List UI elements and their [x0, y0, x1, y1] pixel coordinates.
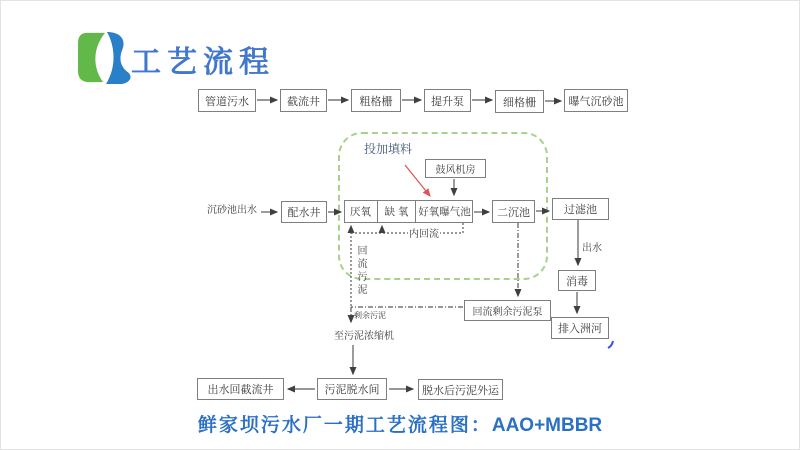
node-blower-room: 鼓风机房 — [425, 159, 486, 178]
node-return-excess-sludge-pump: 回流剩余污泥泵 — [464, 300, 551, 321]
node-secondary-clarifier: 二沉池 — [492, 200, 535, 223]
label-add-filler: 投加填料 — [364, 142, 413, 156]
node-disinfection: 消毒 — [558, 270, 596, 291]
node-coarse-screen: 粗格栅 — [351, 89, 401, 112]
node-intercepting-well: 截流井 — [280, 89, 327, 112]
label-return-sludge: 回流污泥 — [355, 245, 366, 297]
label-excess-sludge: 剩余污泥 — [354, 311, 386, 320]
diagram-layer — [1, 1, 800, 450]
caption-chinese: 鲜家坝污水厂一期工艺流程图： — [197, 415, 492, 436]
page-title: 工艺流程 — [131, 46, 275, 79]
node-outlet-return-to-well: 出水回截流井 — [197, 378, 284, 400]
node-filter-tank: 过滤池 — [552, 198, 609, 220]
node-lift-pump: 提升泵 — [424, 89, 471, 112]
node-aao-tank-cell-1: 缺 氧 — [377, 201, 415, 222]
label-grit-chamber-outflow: 沉砂池出水 — [207, 205, 257, 216]
node-distribution-well: 配水井 — [281, 201, 327, 223]
label-inner-recycle: 内回流 — [409, 229, 439, 240]
node-sludge-dewatering-room: 污泥脱水间 — [317, 378, 387, 400]
node-aao-tank-cell-2: 好氧曝气池 — [415, 201, 473, 222]
node-aao-tank-cell-0: 厌氧 — [350, 206, 371, 218]
caption-latin: AAO+MBBR — [491, 415, 603, 436]
node-pipe-sewage: 管道污水 — [198, 89, 256, 112]
caption — [1, 410, 799, 437]
label-effluent: 出水 — [582, 243, 602, 254]
label-to-sludge-thickener: 至污泥浓缩机 — [334, 331, 394, 342]
node-aao-tank — [344, 200, 473, 223]
node-fine-screen: 细格栅 — [495, 90, 544, 113]
node-discharge-to-river: 排入洲河 — [551, 317, 609, 339]
node-aerated-grit-chamber: 曝气沉砂池 — [564, 89, 628, 112]
node-dewatered-sludge-out: 脱水后污泥外运 — [418, 379, 503, 400]
